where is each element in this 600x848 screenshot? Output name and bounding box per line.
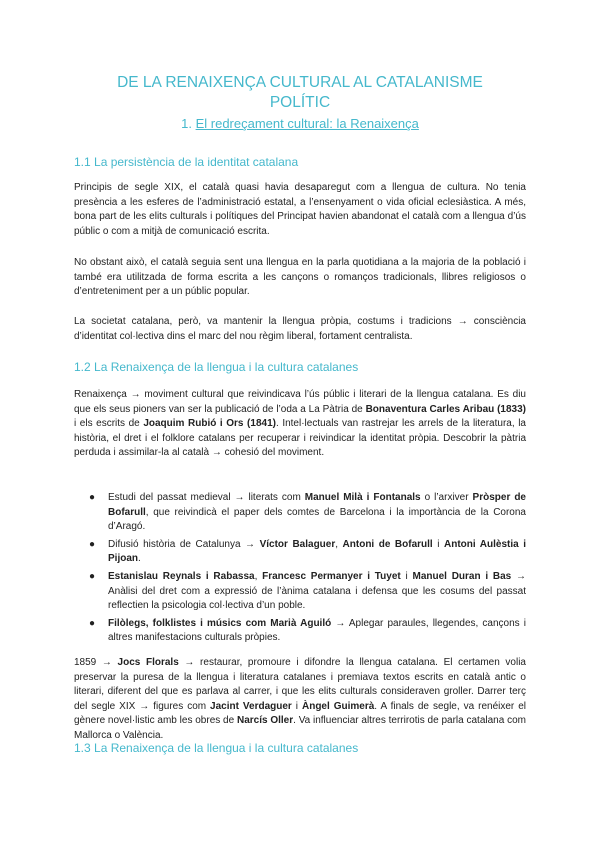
list-item: ● Estanislau Reynals i Rabassa, Francesc Permanyer i Tuyet i Manuel Duran i Bas → Anàlisi del dret com a expressió de l’ànima catalana i defensa que les cosums del passat reflectien la psicologia col·lectiva d’un poble.: [89, 570, 526, 612]
list-item: ● Difusió història de Catalunya → Víctor Balaguer, Antoni de Bofarull i Antoni Aulèstia i Pijoan.: [89, 538, 526, 565]
section-1-2-intro: Renaixença → moviment cultural que reivindicava l’ús públic i literari de la llengua catalana. Es diu que els seus pioners van ser la publicació de l’oda a La Pàtria de Bonaventura Carles Aribau (1833) i els escrits de Joaquim Rubió i Ors (1841). Intel·lectuals van rastrejar les arrels de la literatura, la història, el dret i el folklore catalans per recuperar i reivindicar la identitat pròpia. Descobrir la pàtria perduda i assimilar-la al català → cohesió del moviment.: [74, 389, 526, 459]
bullet-icon: ●: [89, 570, 96, 582]
chapter-heading: [70, 116, 530, 132]
bullet-icon: ●: [89, 492, 96, 503]
document-title-line-2: POLÍTIC: [269, 94, 331, 111]
chapter-number: 1.: [181, 116, 192, 131]
document-title-line-1: DE LA RENAIXENÇA CULTURAL AL CATALANISME: [117, 74, 483, 91]
bullet-icon: ●: [89, 538, 96, 550]
section-1-1-paragraph-3: La societat catalana, però, va mantenir la llengua pròpia, costums i tradicions → consciència d’identitat col·lectiva dins el marc del nou règim liberal, fortament centralista.: [74, 316, 526, 342]
list-item: ● Filòlegs, folklistes i músics com Marià Aguiló → Aplegar paraules, llegendes, cançons i altres manifestacions culturals pròpies.: [89, 617, 526, 644]
bullet-icon: ●: [89, 617, 96, 629]
section-1-1-heading: 1.1 La persistència de la identitat catalana: [74, 155, 299, 169]
section-1-1-paragraph-1: Principis de segle XIX, el català quasi havia desaparegut com a llengua de cultura. No tenia presència a les esferes de l’administració estatal, a l’ensenyament o vida oficial eclesiàstica. A més, bona part de les elits culturals i polítiques del Principat havien abandonat el català com a llengua d’ús públic o com a mitjà de comunicació escrita.: [74, 182, 526, 237]
list-item: ● Estudi del passat medieval → literats com Manuel Milà i Fontanals o l’arxiver Pròsper de Bofarull, que reivindicà el paper dels comtes de Barcelona i la importància de la Corona d’Aragó.: [89, 492, 526, 533]
chapter-title: El redreçament cultural: la Renaixença: [195, 116, 419, 131]
section-1-3-heading: 1.3 La Renaixença de la llengua i la cultura catalanes: [74, 741, 359, 755]
section-1-2-bullet-list: [74, 491, 526, 649]
section-1-2-closing-paragraph: 1859 → Jocs Florals → restaurar, promoure i difondre la llengua catalana. El certamen volia preservar la puresa de la llengua i literatura catalanes i premiava textos escrits en català antic o literari, diferent del que es parlava al carrer, i que les elits culturals consideraven groller. Darrer terç del segle XIX → figures com Jacint Verdaguer i Àngel Guimerà. A finals de segle, va renéixer el gènere novel·listic amb les obres de Narcís Oller. Va influenciar altres terrirotis de parla catalana com Mallorca o València.: [74, 657, 526, 741]
section-1-1-paragraph-2: No obstant això, el català seguia sent una llengua en la parla quotidiana a la majoria de la població i també era utilitzada de forma escrita a les cançons o romanços tradicionals, llibres religiosos o d’entreteniment per a un públic popular.: [74, 257, 526, 298]
section-1-2-heading: 1.2 La Renaixença de la llengua i la cultura catalanes: [74, 360, 359, 374]
